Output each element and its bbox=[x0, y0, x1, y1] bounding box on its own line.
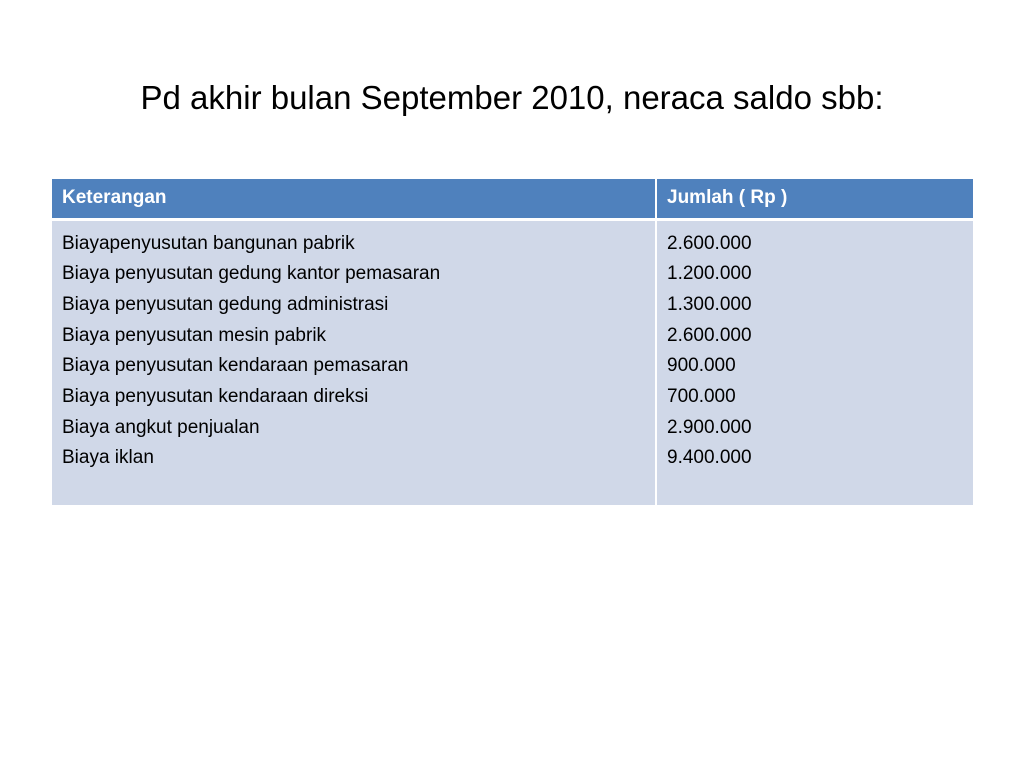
table-header-row bbox=[52, 179, 973, 219]
keterangan-item: Biaya penyusutan gedung administrasi bbox=[62, 293, 389, 315]
jumlah-cell bbox=[656, 219, 973, 505]
header-jumlah: Jumlah ( Rp ) bbox=[656, 179, 973, 219]
balance-table bbox=[52, 179, 973, 505]
keterangan-item: Biaya penyusutan gedung kantor pemasaran bbox=[62, 263, 441, 285]
keterangan-cell bbox=[52, 219, 656, 505]
keterangan-item: Biaya penyusutan kendaraan pemasaran bbox=[62, 355, 409, 377]
jumlah-item: 1.300.000 bbox=[667, 293, 752, 315]
balance-table-container bbox=[52, 179, 973, 505]
slide-title: Pd akhir bulan September 2010, neraca saldo sbb: bbox=[140, 79, 884, 116]
keterangan-item: Biaya penyusutan mesin pabrik bbox=[62, 324, 327, 346]
keterangan-item: Biaya angkut penjualan bbox=[62, 416, 260, 438]
jumlah-item: 9.400.000 bbox=[667, 447, 752, 469]
jumlah-item: 2.900.000 bbox=[667, 416, 752, 438]
jumlah-item: 1.200.000 bbox=[667, 263, 752, 285]
keterangan-item: Biayapenyusutan bangunan pabrik bbox=[62, 232, 355, 254]
table-row bbox=[52, 219, 973, 505]
jumlah-item: 700.000 bbox=[667, 386, 736, 408]
jumlah-item: 900.000 bbox=[667, 355, 736, 377]
jumlah-item: 2.600.000 bbox=[667, 232, 752, 254]
jumlah-item: 2.600.000 bbox=[667, 324, 752, 346]
keterangan-item: Biaya penyusutan kendaraan direksi bbox=[62, 386, 369, 408]
header-keterangan: Keterangan bbox=[52, 179, 656, 219]
keterangan-item: Biaya iklan bbox=[62, 447, 154, 469]
